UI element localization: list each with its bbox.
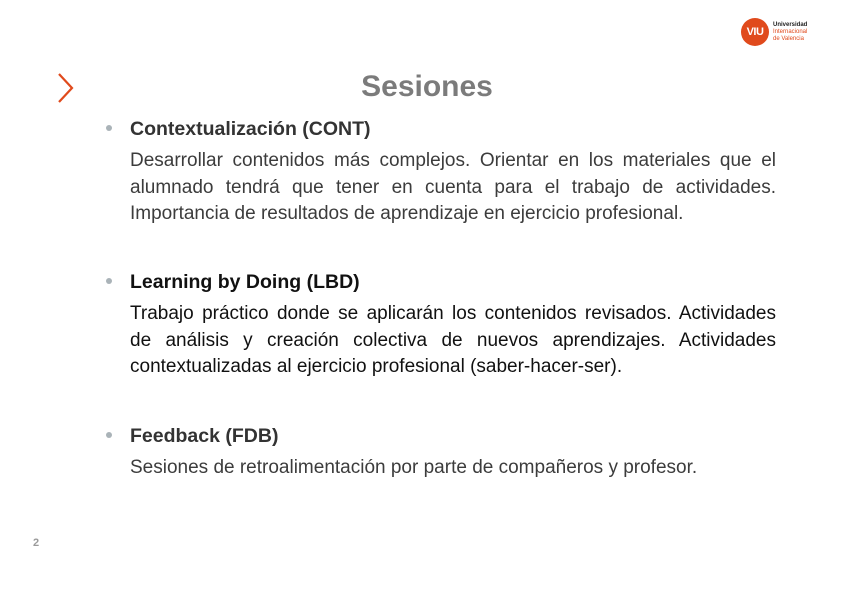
logo-text [773,22,807,43]
slide-title: Sesiones [361,70,493,103]
section-heading: Feedback (FDB) [130,425,279,447]
bullet-dot-icon [106,432,112,438]
section-body: Desarrollar contenidos más complejos. Orientar en los materiales que el alumnado tendrá que tener en cuenta para el trabajo de actividades. Importancia de resultados de aprendizaje en ejercicio profesional. [130,150,776,224]
university-logo [741,18,807,46]
logo-line-3: de Valencia [773,35,804,42]
logo-mark: VIU [741,18,769,46]
section-contextualizacion [106,117,776,228]
section-body: Sesiones de retroalimentación por parte de compañeros y profesor. [130,457,698,478]
logo-line-2: Internacional [773,28,808,35]
bullet-dot-icon [106,278,112,284]
section-heading: Contextualización (CONT) [130,118,371,140]
bullet-dot-icon [106,125,112,131]
section-feedback [106,424,776,482]
section-heading: Learning by Doing (LBD) [130,271,360,293]
section-learning-by-doing [106,270,776,381]
logo-line-1: Universidad [773,21,808,28]
page-number: 2 [33,537,40,549]
section-body: Trabajo práctico donde se aplicarán los contenidos revisados. Actividades de análisis y creación colectiva de nuevos aprendizajes. Actividades contextualizadas al ejercicio profesional (saber-hacer-ser). [130,303,776,377]
